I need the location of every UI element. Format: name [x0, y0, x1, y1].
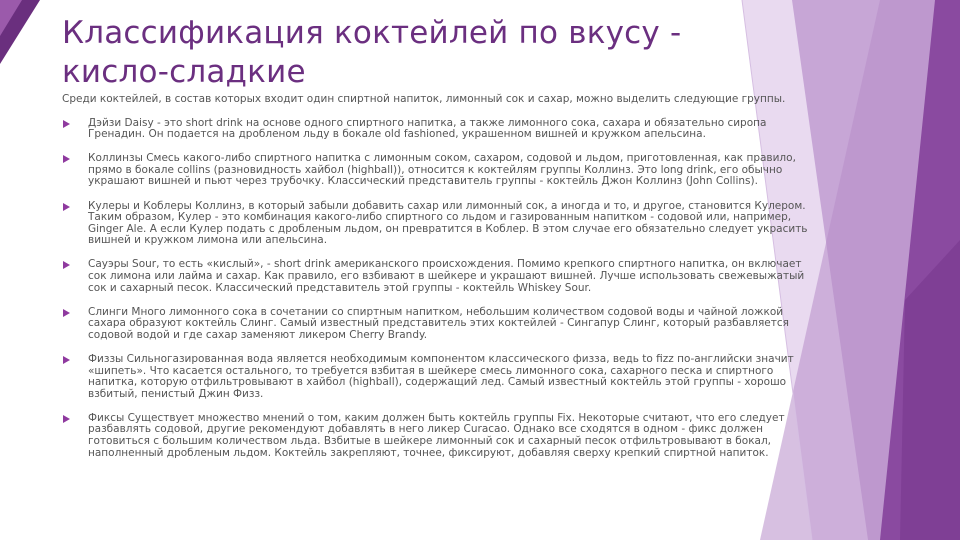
list-item	[62, 354, 822, 400]
slide-title: Классификация коктейлей по вкусу - кисло-сладкие	[62, 15, 682, 90]
list-item	[62, 153, 822, 188]
list-item	[62, 118, 822, 141]
list-item-text: Сауэры Sour, то есть «кислый», - short drink американского происхождения. Помимо крепкого спиртного напитка, он включает сок лимона или лайма и сахар. Как правило, его взбивают в шейкере и украшают вишней. Лучше использовать свежевыжатый сок и сахарный песок. Классический представитель этой группы - коктейль Whiskey Sour.	[88, 258, 805, 294]
list-item-text: Кулеры и Коблеры Коллинз, в который забыли добавить сахар или лимонный сок, а иногда и то, и другое, становится Кулером. Таким образом, Кулер - это комбинация какого-либо спиртного со льдом и газированным напитком - содовой или, например, Ginger Ale. А если Кулер подать с дробленым льдом, он превратится в Коблер. В этом случае его обязательно следует украсить вишней и кружком лимона или апельсина.	[88, 199, 808, 247]
list-item-text: Слинги Много лимонного сока в сочетании со спиртным напитком, небольшим количеством содовой воды и чайной ложкой сахара образуют коктейль Слинг. Самый известный представитель этих коктейлей - Сингапур Слинг, который разбавляется содовой водой и где сахар заменяют ликером Cherry Brandy.	[88, 305, 789, 341]
list-item-text: Коллинзы Смесь какого-либо спиртного напитка с лимонным соком, сахаром, содовой и льдом, приготовленная, как правило, прямо в бокале collins (разновидность хайбол (highball)), относится к коктейлям группы Коллинз. Это long drink, его обычно украшают вишней и пьют через трубочку. Классический представитель группы - коктейль Джон Коллинз (John Collins).	[88, 152, 796, 188]
list-item	[62, 413, 822, 459]
cocktail-group-list	[62, 118, 822, 460]
list-item	[62, 259, 822, 294]
list-item	[62, 307, 822, 342]
arrow-bullet-icon	[63, 261, 70, 269]
arrow-bullet-icon	[63, 356, 70, 364]
list-item-text: Физзы Сильногазированная вода является необходимым компонентом классического физза, ведь to fizz по-английски значит «шипеть». Что касается остального, то требуется взбитая в шейкере смесь лимонного сока, сахарного песка и спиртного напитка, которую отфильтровывают в хайбол (highball), содержащий лед. Самый известный коктейль этой группы - хорошо взбитый, пенистый Джин Физз.	[88, 353, 794, 400]
arrow-bullet-icon	[63, 415, 70, 423]
arrow-bullet-icon	[63, 203, 70, 211]
arrow-bullet-icon	[63, 120, 70, 128]
arrow-bullet-icon	[63, 309, 70, 317]
list-item-text: Фиксы Существует множество мнений о том, каким должен быть коктейль группы Fix. Некоторые считают, что его следует разбавлять содовой, другие рекомендуют добавлять в него ликер Curacao. Однако все сходятся в одном - фикс должен готовиться с большим количеством льда. Взбитые в шейкере лимонный сок и сахарный песок отфильтровывают в бокал, наполненный дробленым льдом. Коктейль закрепляют, точнее, фиксируют, добавляя сверху крепкий спиртной напиток.	[88, 411, 785, 459]
list-item-text: Дэйзи Daisy - это short drink на основе одного спиртного напитка, а также лимонного сока, сахара и обязательно сиропа Гренадин. Он подается на дробленом льду в бокале old fashioned, украшенном вишней и кружком апельсина.	[88, 116, 767, 141]
arrow-bullet-icon	[63, 155, 70, 163]
list-item	[62, 201, 822, 247]
slide-content	[62, 94, 822, 472]
intro-paragraph: Среди коктейлей, в состав которых входит один спиртной напиток, лимонный сок и сахар, можно выделить следующие группы.	[62, 93, 786, 105]
